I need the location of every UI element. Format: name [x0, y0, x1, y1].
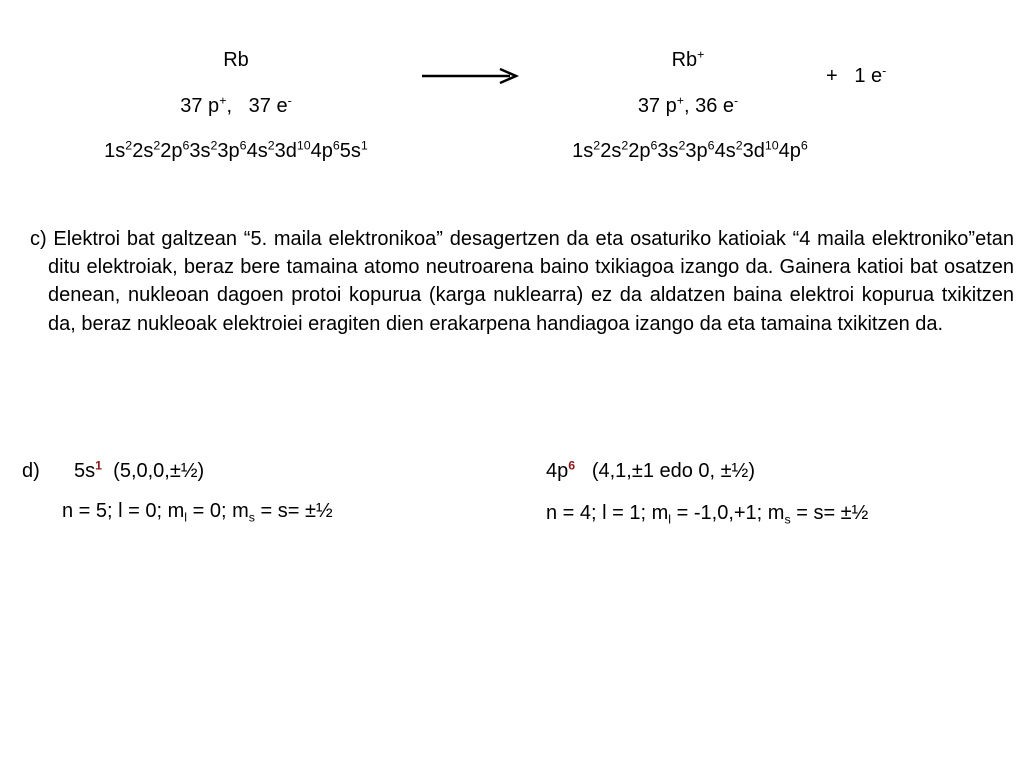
rb-electron-config: $1s^22s^22p^63s^23p^64s^23d^{10}4p^65s^1$: [104, 138, 368, 162]
rb-symbol: Rb: [223, 49, 249, 71]
orbital-4p-heading: $4p^6$ (4,1,±1 edo 0, ±½): [546, 458, 755, 482]
orbital-4p-quantum-numbers: n = 4; l = 1; $m_l = -1,0,+1$; $m_s = s=$ ±½: [546, 502, 869, 527]
rb-ion-particles: 37 p+, 36 e-: [637, 93, 739, 117]
plus-sign: +: [826, 65, 838, 87]
right-arrow-icon: [420, 66, 520, 86]
section-d-label: d): [22, 460, 40, 482]
electron-product: + 1 e-: [826, 63, 887, 87]
orbital-5s-heading: $5s^1$ (5,0,0,±½): [74, 458, 205, 482]
orbital-5s-quantum-numbers: n = 5; l = 0; $m_l = 0$; $m_s = s=$ ±½: [62, 500, 333, 525]
section-c-paragraph: c) Elektroi bat galtzean “5. maila elektronikoa” desagertzen da eta osaturiko katioiak “4 maila elektroniko”etan ditu elektroiak, beraz bere tamaina atomo neutroarena baino txikiagoa izango da. Gainera katioi bat osatzen denean, nukleoan dagoen protoi kopurua (karga nuklearra) ez da aldatzen baina elektroi kopurua txikitzen da, beraz nukleoak elektroiei eragiten dien erakarpena handiagoa izango da eta tamaina txikitzen da.: [30, 228, 1014, 335]
rb-ion-electron-config: $1s^22s^22p^63s^23p^64s^23d^{10}4p^6$: [572, 138, 808, 162]
rb-particles: 37 p+, 37 e-: [180, 93, 292, 117]
rb-ion-symbol: Rb+: [671, 47, 705, 71]
